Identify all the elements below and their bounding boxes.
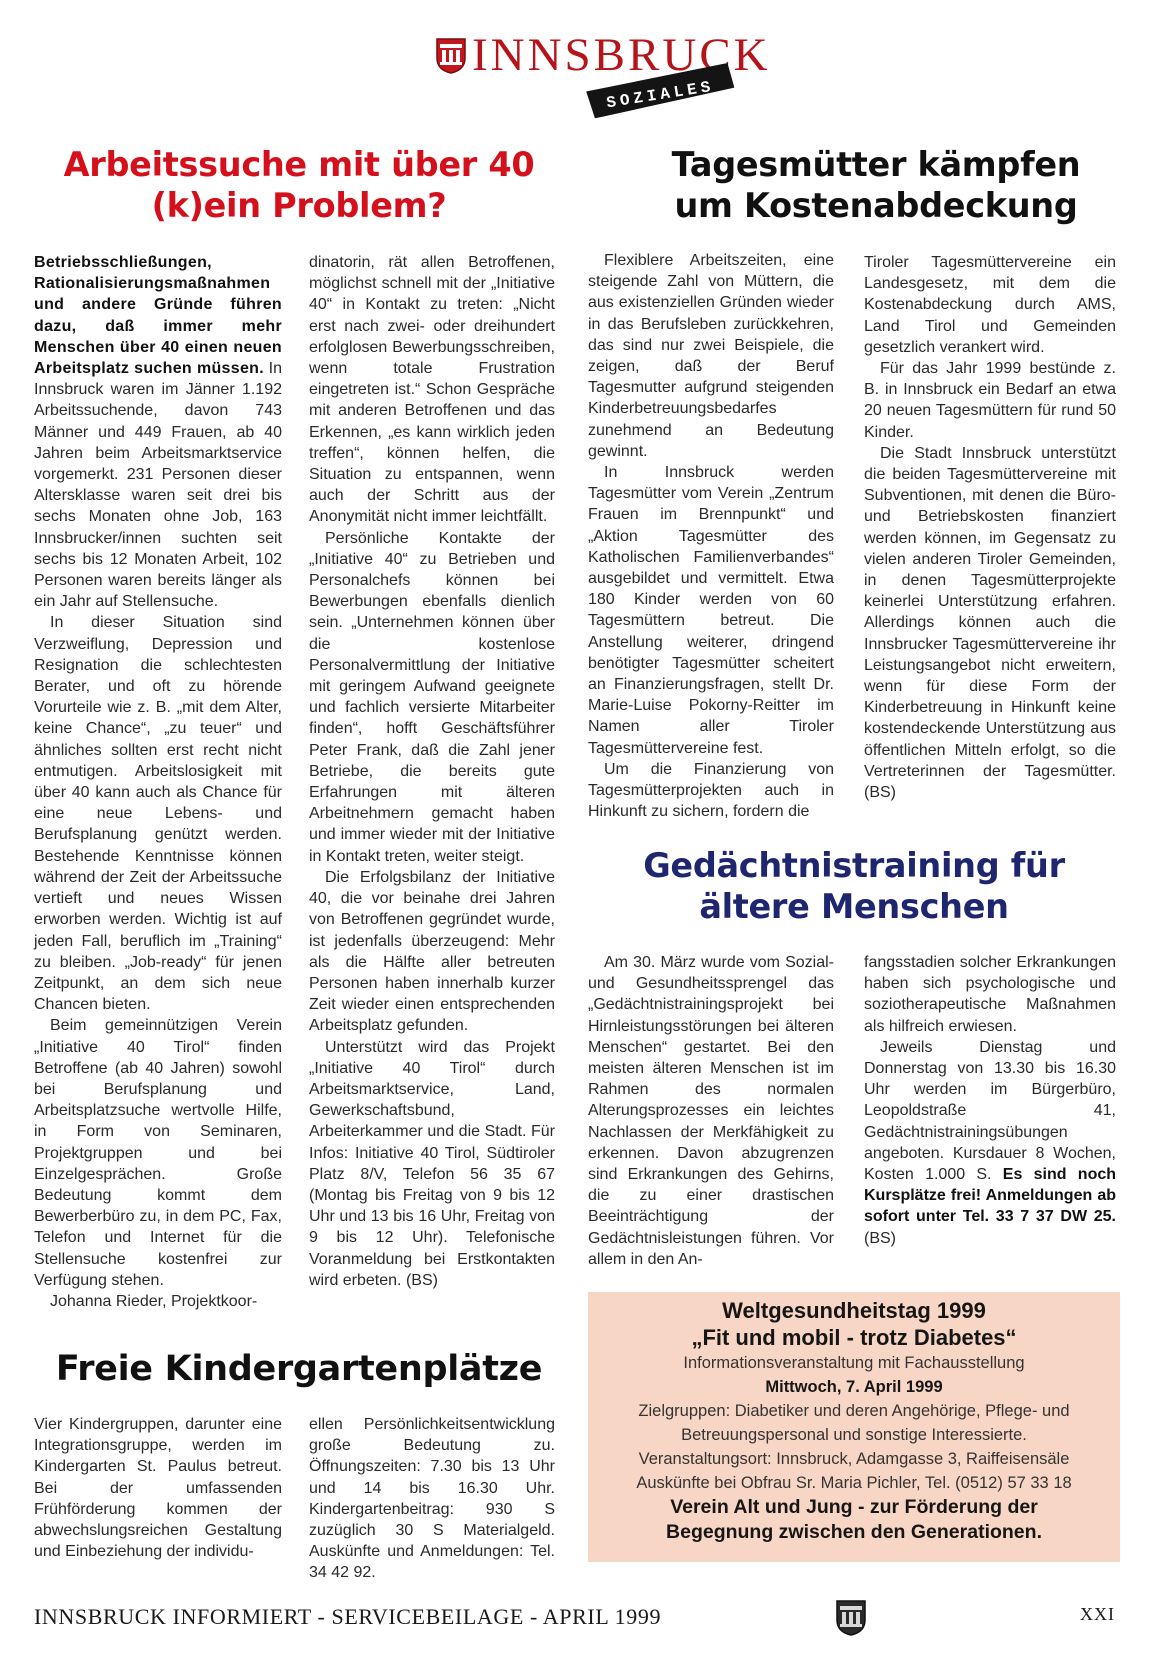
gedaechtnis-column-2 — [864, 952, 1116, 1249]
headline-arbeitssuche — [34, 145, 564, 227]
event-venue: Veranstaltungsort: Innsbruck, Adamgasse 3, Raiffeisensäle — [638, 1450, 1070, 1468]
headline-gedaechtnistraining — [588, 846, 1120, 928]
gedaechtnis-paragraph: Am 30. März wurde vom Sozial- und Gesundheitssprengel das „Gedächtnistrainingsprojekt bei Hirnleistungsstörungen bei älteren Menschen“ gestartet. Bei den meisten älteren Menschen ist im Rahmen des normalen Alterungsprozesses ein leichtes Nachlassen der Merkfähigkeit zu erkennen. Davon abzugrenzen sind Erkrankungen des Gehirns, die zu einer drastischen Beeinträchtigung der Gedächtnisleistungen führen. Vor allem in den An- — [588, 954, 834, 1268]
arbeitssuche-paragraph: Johanna Rieder, Projektkoor- — [50, 1292, 258, 1310]
footer-publication: INNSBRUCK INFORMIERT - SERVICEBEILAGE - APRIL 1999 — [34, 1604, 662, 1629]
arbeitssuche-paragraph: In Innsbruck waren im Jänner 1.192 Arbeitssuchende, davon 743 Männer und 449 Frauen, ab 40 Jahren beim Arbeitsmarktservice vorgemerkt. 231 Personen dieser Altersklasse waren seit drei bis sechs Monaten ohne Job, 163 Innsbrucker/innen suchten seit sechs bis 12 Monaten Arbeit, 102 Personen waren bereits länger als ein Jahr auf Stellensuche. — [34, 360, 282, 611]
arbeitssuche-column-2 — [309, 252, 555, 1312]
tagesmuetter-column-2 — [864, 252, 1116, 803]
innsbruck-crest-icon — [836, 1600, 866, 1636]
event-box — [588, 1292, 1120, 1562]
arbeitssuche-paragraph: Die Erfolgsbilanz der Initiative 40, die vor beinahe drei Jahren von Betroffenen gegründet wurde, ist jedenfalls überzeugend: Mehr als die Hälfte aller betreuten Personen haben innerhalb kurzer Zeit wieder einen entsprechenden Arbeitsplatz gefunden. — [309, 868, 555, 1035]
headline-kindergarten — [34, 1348, 564, 1391]
event-subtitle: Informationsveranstaltung mit Fachausstellung — [683, 1354, 1025, 1372]
arbeitssuche-paragraph: Beim gemeinnützigen Verein „Initiative 40 Tirol“ finden Betroffene (ab 40 Jahren) sowohl bei Berufsplanung und Arbeitsplatzsuche wertvolle Hilfe, in Form von Seminaren, Projektgruppen und bei Einzelgesprächen. Große Bedeutung kommt dem Bewerberbüro zu, in dem PC, Fax, Telefon und Internet für die Stellensuche kostenfrei zur Verfügung stehen. — [34, 1017, 282, 1289]
event-motto: „Fit und mobil - trotz Diabetes“ — [691, 1325, 1017, 1350]
kindergarten-column-1 — [34, 1414, 282, 1562]
gedaechtnis-paragraph: fangsstadien solcher Erkrankungen haben sich psychologische und soziotherapeutische Maßnahmen als hilfreich erwiesen. — [864, 954, 1116, 1035]
headline-tagesmuetter-line1: Tagesmütter kämpfen — [671, 145, 1081, 184]
innsbruck-crest-icon — [436, 38, 466, 74]
kindergarten-paragraph: ellen Persönlichkeitsentwicklung große Bedeutung zu. Öffnungszeiten: 7.30 bis 13 Uhr und 14 bis 16.30 Uhr. Kindergartenbeitrag: 930 S zuzüglich 30 S Materialgeld. Auskünfte und Anmeldungen: Tel. 34 42 92. — [309, 1416, 555, 1582]
headline-tagesmuetter-line2: um Kostenabdeckung — [674, 185, 1078, 225]
tagesmuetter-paragraph: Flexiblere Arbeitszeiten, eine steigende Zahl von Müttern, die aus existenziellen Gründen wieder in das Berufsleben zurückkehren, das sind nur zwei Beispiele, die zeigen, daß der Beruf Tagesmutter aufgrund steigenden Kinderbetreuungsbedarfes zunehmend an Bedeutung gewinnt. — [588, 252, 834, 460]
arbeitssuche-lede: Betriebsschließungen, Rationalisierungsmaßnahmen und andere Gründe führen dazu, daß immer mehr Menschen über 40 einen neuen Arbeitsplatz suchen müssen. — [34, 254, 282, 378]
page-number: XXI — [1080, 1604, 1115, 1624]
headline-arbeitssuche-line1: Arbeitssuche mit über 40 — [63, 145, 535, 184]
arbeitssuche-paragraph: dinatorin, rät allen Betroffenen, möglichst schnell mit der „Initiative 40“ in Kontakt zu treten: „Nicht erst nach zwei- oder dreihundert erfolglosen Bewerbungsschreiben, wenn totale Frustration eingetreten ist.“ Schon Gespräche mit anderen Betroffenen und das Erkennen, „es kann wirklich jeden treffen“, können helfen, die Situation zu entspannen, wenn auch der Schritt aus der Anonymität nicht immer leichtfällt. — [309, 254, 555, 526]
section-label: SOZIALES — [605, 77, 716, 113]
tagesmuetter-paragraph: Tiroler Tagesmüttervereine ein Landesgesetz, mit dem die Kostenabdeckung durch AMS, Land Tirol und Gemeinden gesetzlich verankert wird. — [864, 254, 1116, 356]
headline-arbeitssuche-line2: (k)ein Problem? — [151, 185, 447, 225]
event-organizer: Verein Alt und Jung - zur Förderung der Begegnung zwischen den Generationen. — [666, 1496, 1042, 1543]
headline-tagesmuetter — [606, 145, 1146, 227]
gedaechtnis-registration-note: Es sind noch Kursplätze frei! Anmeldungen ab sofort unter Tel. 33 7 37 DW 25. — [864, 1166, 1117, 1226]
tagesmuetter-paragraph: Die Stadt Innsbruck unterstützt die beiden Tagesmüttervereine mit Subventionen, mit denen die Büro- und Betriebskosten finanziert werden können, im Gegensatz zu vielen anderen Tiroler Gemeinden, in denen Tagesmütterprojekte keinerlei Unterstützung erfahren. Allerdings können auch die Innsbrucker Tagesmüttervereine ihr Leistungsangebot nicht erweitern, wenn für diese Form der Kinderbetreuung in Hinkunft keine kostendeckende Unterstützung aus öffentlichen Mitteln erfolgt, so die Vertreterinnen der Tagesmütter. (BS) — [864, 444, 1116, 802]
event-title: Weltgesundheitstag 1999 — [722, 1298, 986, 1323]
headline-gedaechtnistraining-line1: Gedächtnistraining für — [643, 846, 1065, 885]
arbeitssuche-paragraph: Persönliche Kontakte der „Initiative 40“ zu Betrieben und Personalchefs können bei Bewerbungen ebenfalls dienlich sein. „Unternehmen können über die kostenlose Personalvermittlung der Initiative mit geringem Aufwand geeignete und fachlich versierte Mitarbeiter finden“, hofft Geschäftsführer Peter Frank, daß die Zahl jener Betriebe, die bereits gute Erfahrungen mit älteren Arbeitnehmern gemacht haben und immer wieder mit der Initiative in Kontakt treten, weiter steigt. — [309, 529, 555, 865]
event-target-group: Zielgruppen: Diabetiker und deren Angehörige, Pflege- und Betreuungspersonal und sonstige Interessierte. — [638, 1402, 1070, 1444]
kindergarten-column-2 — [309, 1414, 555, 1584]
gedaechtnis-paragraph: Jeweils Dienstag und Donnerstag von 13.30 bis 16.30 Uhr werden im Bürgerbüro, Leopoldstraße 41, Gedächtnistrainingsübungen angeboten. Kursdauer 8 Wochen, Kosten 1.000 S. — [864, 1038, 1116, 1184]
masthead-title: INNSBRUCK — [472, 29, 771, 81]
masthead — [436, 29, 771, 116]
gedaechtnis-byline: (BS) — [864, 1229, 896, 1247]
arbeitssuche-paragraph: In dieser Situation sind Verzweiflung, Depression und Resignation die schlechtesten Berater, und oft zu hörende Vorurteile wie z. B. „mit dem Alter, keine Chance“, „zu teuer“ und ähnliches sollten erst recht nicht entmutigen. Arbeitslosigkeit mit über 40 kann auch als Chance für eine neue Lebens- und Berufsplanung genützt werden. Bestehende Kenntnisse können während der Zeit der Arbeitssuche vertieft und neues Wissen erworben werden. Wichtig ist auf jeden Fall, beruflich im „Training“ zu bleiben. „Job-ready“ für jenen Zeitpunkt, an dem sich neue Chancen bieten. — [34, 614, 282, 1014]
gedaechtnis-column-1 — [588, 952, 834, 1270]
arbeitssuche-paragraph: Unterstützt wird das Projekt „Initiative 40 Tirol“ durch Arbeitsmarktservice, Land, Gewerkschaftsbund, Arbeiterkammer und die Stadt. Für Infos: Initiative 40 Tirol, Südtiroler Platz 8/V, Telefon 56 35 67 (Montag bis Freitag von 9 bis 12 Uhr und 13 bis 16 Uhr, Freitag von 9 bis 12 Uhr). Telefonische Voranmeldung bei Erstkontakten wird erbeten. (BS) — [309, 1038, 555, 1289]
headline-gedaechtnistraining-line2: ältere Menschen — [699, 886, 1009, 926]
kindergarten-paragraph: Vier Kindergruppen, darunter eine Integrationsgruppe, werden im Kindergarten St. Paulus betreut. Bei der umfassenden Frühförderung kommen der abwechslungsreichen Gestaltung und Einbeziehung der individu- — [34, 1416, 282, 1561]
tagesmuetter-paragraph: Für das Jahr 1999 bestünde z. B. in Innsbruck ein Bedarf an etwa 20 neuen Tagesmüttern für rund 50 Kinder. — [864, 360, 1116, 441]
tagesmuetter-column-1 — [588, 250, 834, 822]
arbeitssuche-column-1 — [34, 252, 282, 1312]
event-date: Mittwoch, 7. April 1999 — [765, 1378, 943, 1396]
event-contact: Auskünfte bei Obfrau Sr. Maria Pichler, Tel. (0512) 57 33 18 — [636, 1474, 1072, 1492]
headline-kindergarten-text: Freie Kindergartenplätze — [55, 1349, 543, 1389]
tagesmuetter-paragraph: Um die Finanzierung von Tagesmütterprojekten auch in Hinkunft zu sichern, fordern die — [588, 760, 834, 821]
tagesmuetter-paragraph: In Innsbruck werden Tagesmütter vom Verein „Zentrum Frauen im Brennpunkt“ und „Aktion Tagesmütter des Katholischen Familienverbandes“ ausgebildet und vermittelt. Etwa 180 Kinder werden von 60 Tagesmüttern betreut. Die Anstellung weiterer, dringend benötigter Tagesmütter scheitert an Finanzierungsfragen, stellt Dr. Marie-Luise Pokorny-Reitter im Namen aller Tiroler Tagesmüttervereine fest. — [588, 464, 834, 757]
